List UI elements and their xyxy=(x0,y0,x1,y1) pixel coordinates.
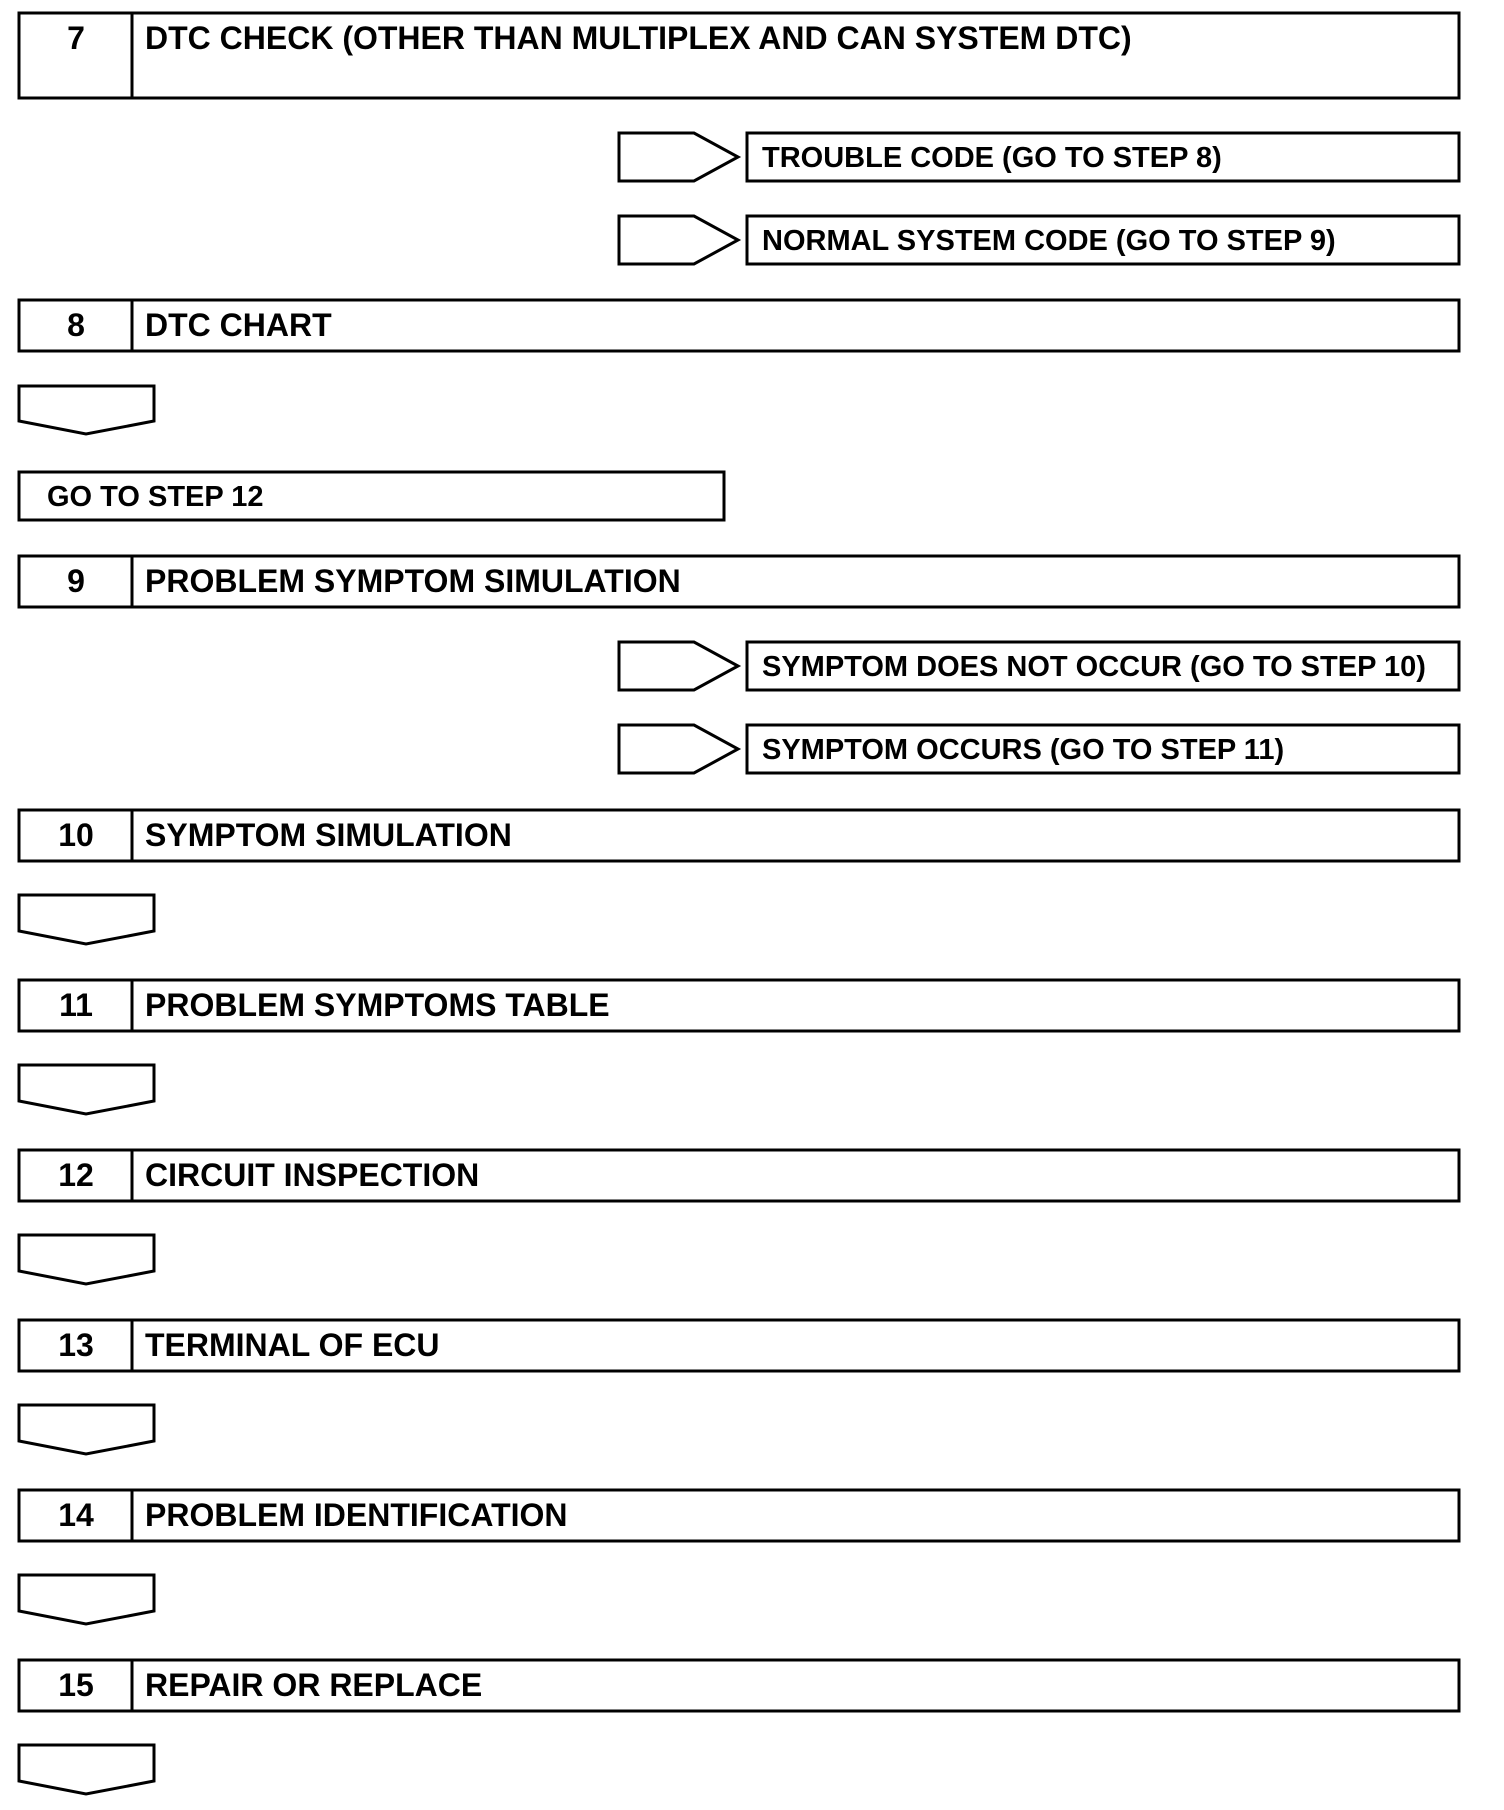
step-title: TERMINAL OF ECU xyxy=(145,1327,440,1363)
branch-arrow-icon xyxy=(619,725,738,773)
branch-arrow-icon xyxy=(619,642,738,690)
step-number: 12 xyxy=(58,1157,94,1193)
step-title: PROBLEM SYMPTOM SIMULATION xyxy=(145,563,681,599)
step-number: 8 xyxy=(67,307,85,343)
step-number: 10 xyxy=(58,817,94,853)
step-title: PROBLEM SYMPTOMS TABLE xyxy=(145,987,610,1023)
step-number: 15 xyxy=(58,1667,94,1703)
down-arrow-icon xyxy=(19,1065,154,1114)
step-title: DTC CHART xyxy=(145,307,332,343)
down-arrow-icon xyxy=(19,1405,154,1454)
step-title: REPAIR OR REPLACE xyxy=(145,1667,483,1703)
branch-label: NORMAL SYSTEM CODE (GO TO STEP 9) xyxy=(762,225,1336,257)
step-number: 9 xyxy=(67,563,85,599)
down-arrow-icon xyxy=(19,386,154,434)
branch-label: SYMPTOM OCCURS (GO TO STEP 11) xyxy=(762,734,1285,766)
step-title: CIRCUIT INSPECTION xyxy=(145,1157,480,1193)
result-box-label: GO TO STEP 12 xyxy=(47,481,264,513)
step-number: 11 xyxy=(59,987,93,1023)
step-title: SYMPTOM SIMULATION xyxy=(145,817,512,853)
step-number: 13 xyxy=(58,1327,94,1363)
step-number: 7 xyxy=(67,20,85,56)
branch-arrow-icon xyxy=(619,133,738,181)
down-arrow-icon xyxy=(19,1745,154,1794)
step-number: 14 xyxy=(58,1497,94,1533)
step-title: PROBLEM IDENTIFICATION xyxy=(145,1497,568,1533)
step-title: DTC CHECK (OTHER THAN MULTIPLEX AND CAN SYSTEM DTC) xyxy=(145,20,1132,56)
branch-label: SYMPTOM DOES NOT OCCUR (GO TO STEP 10) xyxy=(762,651,1426,683)
down-arrow-icon xyxy=(19,1235,154,1284)
down-arrow-icon xyxy=(19,1575,154,1624)
branch-label: TROUBLE CODE (GO TO STEP 8) xyxy=(762,142,1222,174)
branch-arrow-icon xyxy=(619,216,738,264)
down-arrow-icon xyxy=(19,895,154,944)
